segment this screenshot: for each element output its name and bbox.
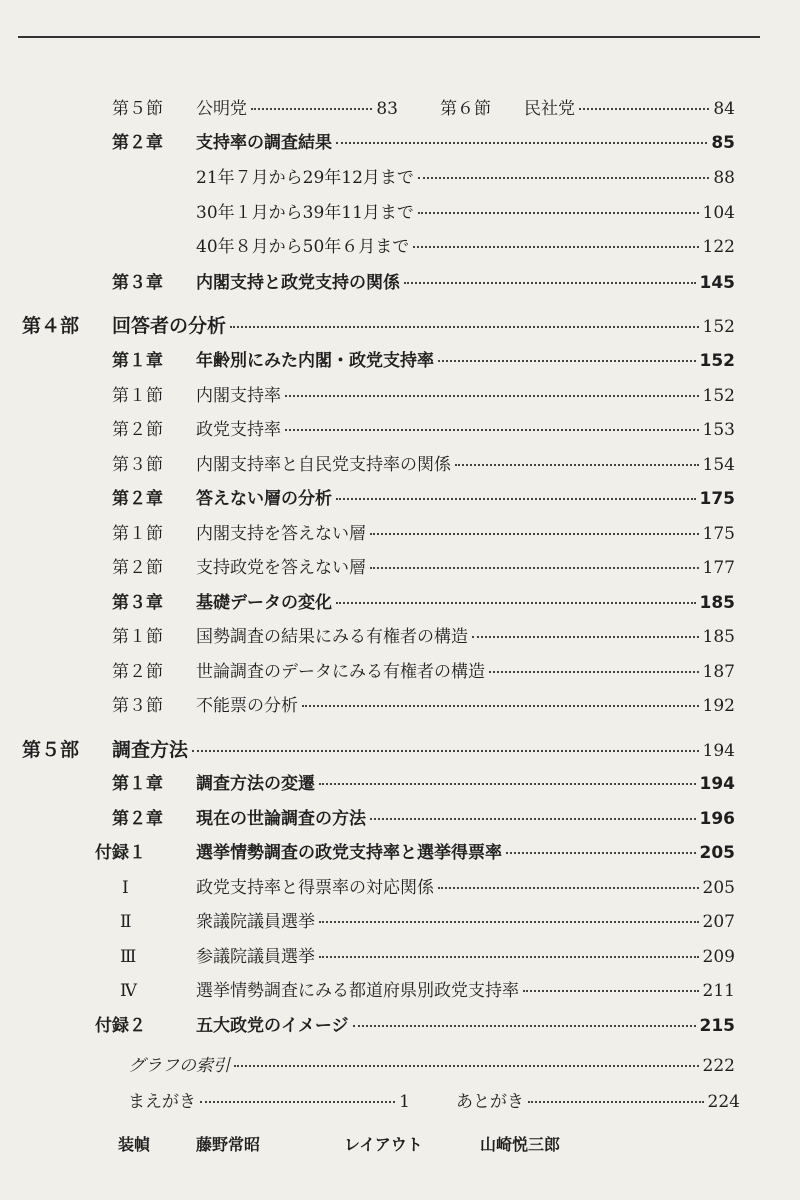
- leader-dots: [404, 282, 696, 284]
- leader-dots: [336, 602, 696, 604]
- credit-layout-name: 山崎悦三郎: [480, 1135, 561, 1154]
- toc-title: 内閣支持率: [196, 386, 281, 406]
- toc-page: 145: [699, 273, 735, 293]
- toc-label: Ⅳ: [120, 981, 137, 1001]
- leader-dots: [285, 395, 699, 397]
- leader-dots: [523, 990, 699, 992]
- toc-entry-appendix: [95, 1015, 735, 1037]
- toc-page: 222: [702, 1056, 735, 1076]
- toc-title: 21年７月から29年12月まで: [196, 168, 414, 188]
- toc-page: 83: [376, 99, 398, 119]
- toc-title: 調査方法の変遷: [196, 774, 315, 794]
- toc-page: 152: [699, 351, 735, 371]
- leader-dots: [285, 429, 699, 431]
- leader-dots: [418, 212, 699, 214]
- toc-label: 付録１: [95, 843, 146, 863]
- leader-dots: [230, 326, 699, 328]
- toc-entry-appendix-item: [112, 980, 735, 1002]
- toc-title: 現在の世論調査の方法: [196, 809, 366, 829]
- leader-dots: [528, 1101, 704, 1103]
- leader-dots: [413, 246, 698, 248]
- toc-entry-section: [440, 98, 735, 120]
- toc-page: 122: [702, 237, 735, 257]
- leader-dots: [438, 360, 696, 362]
- toc-title: 調査方法: [112, 739, 189, 761]
- leader-dots: [319, 956, 699, 958]
- toc-title: 不能票の分析: [196, 696, 298, 716]
- leader-dots: [370, 567, 699, 569]
- toc-label: 第６節: [440, 99, 491, 119]
- toc-page: 185: [702, 627, 735, 647]
- toc-page: 215: [699, 1016, 735, 1036]
- toc-label: 第２節: [112, 662, 163, 682]
- toc-page: 85: [711, 133, 735, 153]
- toc-label: 付録２: [95, 1016, 146, 1036]
- toc-entry-period: [196, 202, 735, 224]
- toc-page: 84: [713, 99, 735, 119]
- leader-dots: [472, 636, 699, 638]
- toc-entry-preface: [128, 1091, 410, 1113]
- top-rule: [18, 36, 760, 38]
- leader-dots: [319, 783, 696, 785]
- toc-page: 152: [702, 317, 735, 337]
- leader-dots: [579, 108, 709, 110]
- toc-page: 196: [699, 809, 735, 829]
- toc-page: 1: [399, 1092, 410, 1112]
- toc-entry-section: [112, 523, 735, 545]
- toc-label: 第３章: [112, 273, 163, 293]
- leader-dots: [319, 921, 699, 923]
- toc-title: グラフの索引: [128, 1056, 230, 1076]
- toc-page: 187: [702, 662, 735, 682]
- leader-dots: [192, 750, 699, 752]
- toc-page: 207: [702, 912, 735, 932]
- leader-dots: [438, 887, 699, 889]
- toc-page: 211: [702, 981, 735, 1001]
- toc-page: 194: [699, 774, 735, 794]
- leader-dots: [234, 1065, 699, 1067]
- leader-dots: [302, 705, 699, 707]
- toc-entry-section: [112, 695, 735, 717]
- toc-entry-chapter: [112, 350, 735, 372]
- toc-title: 40年８月から50年６月まで: [196, 237, 410, 257]
- toc-entry-section: [112, 385, 735, 407]
- toc-page: 177: [702, 558, 735, 578]
- toc-title: 政党支持率と得票率の対応関係: [196, 878, 434, 898]
- toc-label: 第１章: [112, 351, 163, 371]
- credit-design-label: 装幀: [118, 1135, 151, 1154]
- toc-title: まえがき: [128, 1092, 196, 1112]
- toc-page: 175: [702, 524, 735, 544]
- toc-title: 衆議院議員選挙: [196, 912, 315, 932]
- leader-dots: [370, 818, 696, 820]
- toc-label: 第１節: [112, 524, 163, 544]
- toc-title: 支持率の調査結果: [196, 133, 332, 153]
- toc-entry-section: [112, 454, 735, 476]
- toc-entry-index: [128, 1055, 735, 1077]
- leader-dots: [336, 142, 707, 144]
- toc-label: 第３節: [112, 696, 163, 716]
- credits: [118, 1132, 560, 1155]
- toc-title: 選挙情勢調査にみる都道府県別政党支持率: [196, 981, 519, 1001]
- toc-title: 内閣支持と政党支持の関係: [196, 273, 400, 293]
- toc-entry-section: [112, 419, 735, 441]
- toc-entry-section: [112, 626, 735, 648]
- toc-title: 五大政党のイメージ: [196, 1016, 349, 1036]
- leader-dots: [506, 852, 696, 854]
- toc-entry-part: [22, 315, 735, 338]
- toc-entry-chapter: [112, 808, 735, 830]
- toc-label: Ⅱ: [120, 912, 132, 932]
- toc-label: Ⅰ: [122, 878, 129, 898]
- toc-title: 回答者の分析: [112, 315, 227, 337]
- toc-label: 第２章: [112, 809, 163, 829]
- toc-entry-chapter: [112, 272, 735, 294]
- leader-dots: [200, 1101, 395, 1103]
- toc-title: 選挙情勢調査の政党支持率と選挙得票率: [196, 843, 502, 863]
- toc-page: 154: [702, 455, 735, 475]
- toc-page: 88: [713, 168, 735, 188]
- toc-title: 30年１月から39年11月まで: [196, 203, 414, 223]
- toc-label: 第３節: [112, 455, 163, 475]
- toc-title: 政党支持率: [196, 420, 281, 440]
- toc-page: 153: [702, 420, 735, 440]
- toc-title: 基礎データの変化: [196, 593, 332, 613]
- toc-entry-chapter: [112, 773, 735, 795]
- toc-title: 民社党: [524, 99, 575, 119]
- toc-label: 第２節: [112, 558, 163, 578]
- toc-title: 国勢調査の結果にみる有権者の構造: [196, 627, 468, 647]
- toc-page: 104: [702, 203, 735, 223]
- toc-label: Ⅲ: [120, 947, 137, 967]
- toc-label: 第１節: [112, 386, 163, 406]
- toc-page: 152: [702, 386, 735, 406]
- toc-label: 第４部: [22, 315, 80, 337]
- toc-title: 公明党: [196, 99, 247, 119]
- leader-dots: [489, 671, 699, 673]
- toc-label: 第１節: [112, 627, 163, 647]
- leader-dots: [370, 533, 699, 535]
- toc-label: 第１章: [112, 774, 163, 794]
- toc-label: 第２章: [112, 133, 163, 153]
- toc-page: 175: [699, 489, 735, 509]
- toc-entry-afterword: [456, 1091, 740, 1113]
- toc-entry-chapter: [112, 132, 735, 154]
- toc-entry-section: [112, 98, 398, 120]
- toc-entry-appendix-item: [112, 877, 735, 899]
- toc-title: 年齢別にみた内閣・政党支持率: [196, 351, 434, 371]
- toc-title: 支持政党を答えない層: [196, 558, 366, 578]
- toc-entry-appendix-item: [112, 946, 735, 968]
- toc-page: 192: [702, 696, 735, 716]
- toc-page: 205: [699, 843, 735, 863]
- toc-page: 224: [707, 1092, 740, 1112]
- toc-entry-chapter: [112, 488, 735, 510]
- leader-dots: [336, 498, 696, 500]
- toc-entry-section: [112, 557, 735, 579]
- leader-dots: [353, 1025, 696, 1027]
- toc-label: 第５節: [112, 99, 163, 119]
- toc-title: あとがき: [456, 1092, 524, 1112]
- toc-title: 内閣支持を答えない層: [196, 524, 366, 544]
- credit-design-name: 藤野常昭: [196, 1135, 261, 1154]
- toc-entry-appendix-item: [112, 911, 735, 933]
- toc-entry-appendix: [95, 842, 735, 864]
- toc-title: 世論調査のデータにみる有権者の構造: [196, 662, 485, 682]
- toc-title: 参議院議員選挙: [196, 947, 315, 967]
- toc-page: 209: [702, 947, 735, 967]
- leader-dots: [418, 177, 709, 179]
- toc-entry-period: [196, 236, 735, 258]
- toc-page: 194: [702, 741, 735, 761]
- toc-entry-part: [22, 739, 735, 762]
- toc-label: 第２章: [112, 489, 163, 509]
- toc-entry-chapter: [112, 592, 735, 614]
- toc-title: 内閣支持率と自民党支持率の関係: [196, 455, 451, 475]
- toc-entry-period: [196, 167, 735, 189]
- leader-dots: [455, 464, 699, 466]
- toc-title: 答えない層の分析: [196, 489, 332, 509]
- toc-page: 185: [699, 593, 735, 613]
- toc-entry-section: [112, 661, 735, 683]
- toc-label: 第５部: [22, 739, 80, 761]
- toc-label: 第２節: [112, 420, 163, 440]
- toc-page: 205: [702, 878, 735, 898]
- credit-layout-label: レイアウト: [344, 1135, 423, 1154]
- toc-label: 第３章: [112, 593, 163, 613]
- leader-dots: [251, 108, 372, 110]
